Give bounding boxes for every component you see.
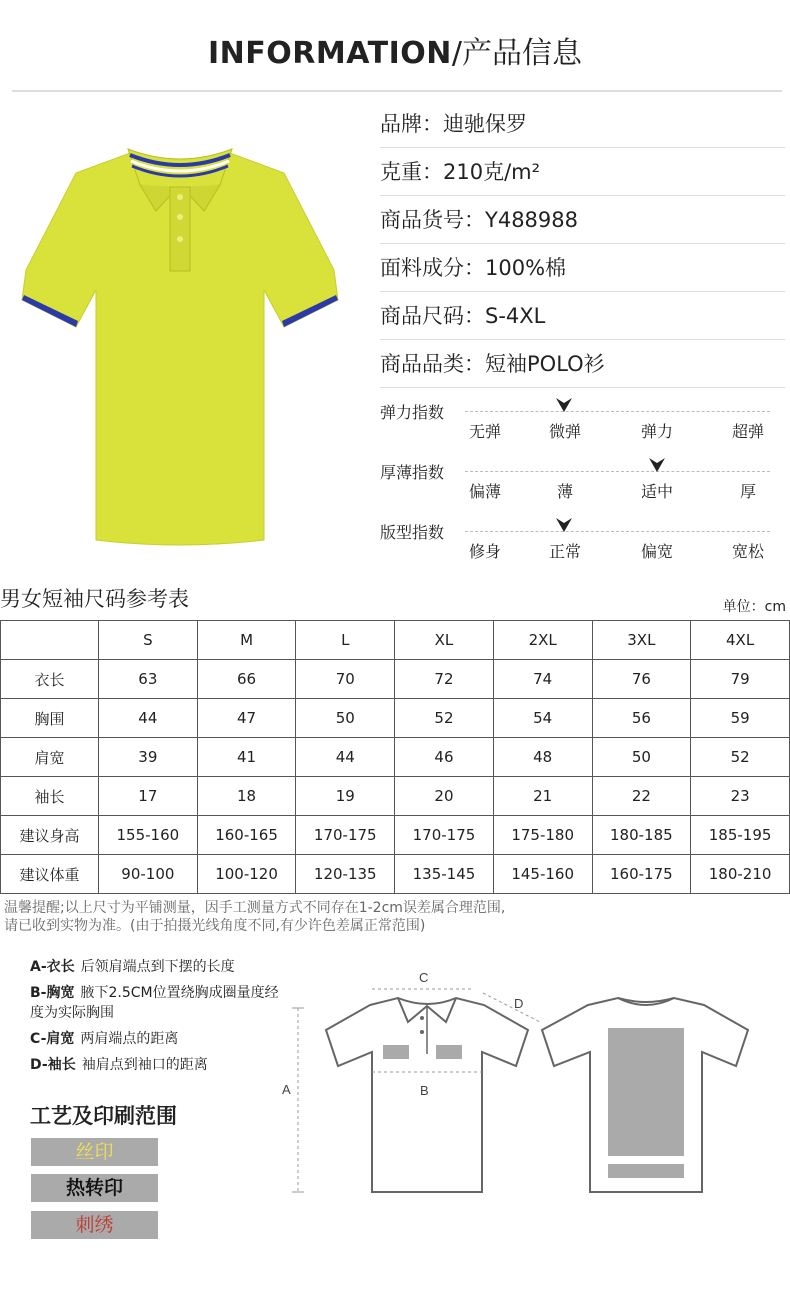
table-cell: 74 — [493, 660, 592, 699]
table-cell: 22 — [592, 777, 691, 816]
row-label: 袖长 — [1, 777, 99, 816]
table-row — [1, 699, 790, 738]
spec-row-size — [380, 292, 785, 340]
measure-key: D-袖长 — [30, 1057, 76, 1073]
spec-value: S-4XL — [485, 304, 546, 328]
spec-row-material — [380, 244, 785, 292]
table-cell: 160-165 — [197, 816, 296, 855]
table-cell: 21 — [493, 777, 592, 816]
table-header-cell — [1, 621, 99, 660]
craft-title: 工艺及印刷范围 — [30, 1104, 177, 1128]
index-option: 偏薄 — [468, 482, 501, 501]
table-header-cell: M — [197, 621, 296, 660]
table-header-cell: XL — [395, 621, 494, 660]
table-cell: 41 — [197, 738, 296, 777]
index-thickness — [380, 452, 785, 512]
table-cell: 185-195 — [691, 816, 790, 855]
table-header-cell: 3XL — [592, 621, 691, 660]
index-track — [465, 531, 770, 532]
table-cell: 18 — [197, 777, 296, 816]
label-d: D — [514, 996, 524, 1011]
craft-silkscreen: 丝印 — [31, 1138, 158, 1166]
selected-marker-icon — [555, 397, 573, 413]
row-label: 胸围 — [1, 699, 99, 738]
table-cell: 63 — [99, 660, 198, 699]
table-cell: 17 — [99, 777, 198, 816]
header-title-cn: /产品信息 — [451, 36, 582, 71]
table-cell: 19 — [296, 777, 395, 816]
index-option: 宽松 — [731, 542, 764, 561]
selected-marker-icon — [648, 457, 666, 473]
spec-label: 面料成分： — [380, 256, 485, 280]
table-cell: 70 — [296, 660, 395, 699]
notice-line: 温馨提醒;以上尺寸为平铺测量，因手工测量方式不同存在1-2cm误差属合理范围, — [4, 900, 506, 916]
table-cell: 90-100 — [99, 855, 198, 894]
index-option: 偏宽 — [640, 542, 673, 561]
spec-value: 迪驰保罗 — [443, 112, 527, 136]
table-header-cell: S — [99, 621, 198, 660]
table-row — [1, 816, 790, 855]
index-fit — [380, 512, 785, 572]
table-header-cell: 2XL — [493, 621, 592, 660]
spec-value: Y488988 — [485, 208, 578, 232]
measure-item — [30, 957, 290, 977]
table-cell: 50 — [296, 699, 395, 738]
notice-line: 请已收到实物为准。(由于拍摄光线角度不同,有少许色差属正常范围) — [4, 918, 426, 934]
table-row — [1, 777, 790, 816]
index-option: 超弹 — [731, 422, 764, 441]
table-header-cell: L — [296, 621, 395, 660]
table-cell: 44 — [296, 738, 395, 777]
table-cell: 160-175 — [592, 855, 691, 894]
index-track — [465, 471, 770, 472]
spec-row-category — [380, 340, 785, 388]
table-cell: 155-160 — [99, 816, 198, 855]
header-divider — [12, 90, 782, 92]
size-chart-title: 男女短袖尺码参考表 — [0, 587, 189, 611]
spec-value: 210克/m² — [443, 160, 541, 184]
row-label: 肩宽 — [1, 738, 99, 777]
index-option: 微弹 — [548, 422, 581, 441]
table-cell: 47 — [197, 699, 296, 738]
index-option: 无弹 — [468, 422, 501, 441]
index-option: 薄 — [556, 482, 573, 501]
spec-label: 品牌： — [380, 112, 443, 136]
row-label: 建议身高 — [1, 816, 99, 855]
spec-list — [380, 100, 785, 388]
measure-key: C-肩宽 — [30, 1031, 75, 1047]
spec-label: 商品尺码： — [380, 304, 485, 328]
table-cell: 54 — [493, 699, 592, 738]
spec-row-sku — [380, 196, 785, 244]
row-label: 建议体重 — [1, 855, 99, 894]
label-c: C — [419, 970, 429, 985]
spec-value: 100%棉 — [485, 256, 567, 280]
table-cell: 120-135 — [296, 855, 395, 894]
index-track — [465, 411, 770, 412]
index-option: 适中 — [640, 482, 673, 501]
page-header — [0, 28, 790, 72]
table-cell: 66 — [197, 660, 296, 699]
measure-item — [30, 983, 290, 1023]
table-cell: 72 — [395, 660, 494, 699]
table-cell: 39 — [99, 738, 198, 777]
table-row — [1, 660, 790, 699]
table-cell: 52 — [691, 738, 790, 777]
spec-value: 短袖POLO衫 — [485, 352, 605, 376]
table-cell: 135-145 — [395, 855, 494, 894]
table-header-cell: 4XL — [691, 621, 790, 660]
table-cell: 170-175 — [395, 816, 494, 855]
spec-label: 商品货号： — [380, 208, 485, 232]
spec-row-brand — [380, 100, 785, 148]
header-title-en: INFORMATION — [208, 36, 452, 71]
spec-label: 商品品类： — [380, 352, 485, 376]
size-chart-table — [0, 620, 790, 894]
index-name: 版型指数 — [380, 523, 445, 542]
index-option: 修身 — [468, 542, 501, 561]
table-cell: 50 — [592, 738, 691, 777]
selected-marker-icon — [555, 517, 573, 533]
table-cell: 52 — [395, 699, 494, 738]
table-cell: 20 — [395, 777, 494, 816]
index-elasticity — [380, 392, 785, 452]
table-cell: 46 — [395, 738, 494, 777]
table-cell: 48 — [493, 738, 592, 777]
table-cell: 170-175 — [296, 816, 395, 855]
measure-item — [30, 1055, 290, 1075]
measure-desc: 腋下2.5CM位置绕胸成圈量度经度为实际胸围 — [30, 985, 279, 1021]
spec-row-weight — [380, 148, 785, 196]
table-header-row — [1, 621, 790, 660]
measure-desc: 袖肩点到袖口的距离 — [81, 1057, 208, 1073]
craft-heat-transfer: 热转印 — [31, 1174, 158, 1202]
index-option: 弹力 — [640, 422, 673, 441]
table-row — [1, 738, 790, 777]
index-option: 厚 — [739, 482, 756, 501]
index-name: 厚薄指数 — [380, 463, 445, 482]
table-cell: 180-185 — [592, 816, 691, 855]
craft-embroidery: 刺绣 — [31, 1211, 158, 1239]
measurement-legend — [30, 957, 290, 1081]
index-name: 弹力指数 — [380, 403, 445, 422]
fabric-indices — [380, 392, 785, 572]
size-chart-unit: 单位：cm — [722, 599, 786, 615]
measure-key: B-胸宽 — [30, 985, 75, 1001]
table-cell: 56 — [592, 699, 691, 738]
label-a: A — [282, 1082, 291, 1097]
table-cell: 180-210 — [691, 855, 790, 894]
index-option: 正常 — [548, 542, 581, 561]
measure-desc: 两肩端点的距离 — [80, 1031, 179, 1047]
measurement-notice — [4, 899, 505, 935]
table-cell: 100-120 — [197, 855, 296, 894]
table-cell: 76 — [592, 660, 691, 699]
table-cell: 79 — [691, 660, 790, 699]
table-row — [1, 855, 790, 894]
row-label: 衣长 — [1, 660, 99, 699]
spec-label: 克重： — [380, 160, 443, 184]
measure-item — [30, 1029, 290, 1049]
measure-key: A-衣长 — [30, 959, 75, 975]
table-cell: 59 — [691, 699, 790, 738]
label-b: B — [420, 1083, 429, 1098]
table-cell: 175-180 — [493, 816, 592, 855]
measurement-diagram — [278, 960, 786, 1205]
measure-desc: 后领肩端点到下摆的长度 — [80, 959, 235, 975]
table-cell: 23 — [691, 777, 790, 816]
table-cell: 145-160 — [493, 855, 592, 894]
table-cell: 44 — [99, 699, 198, 738]
product-photo — [18, 135, 340, 547]
